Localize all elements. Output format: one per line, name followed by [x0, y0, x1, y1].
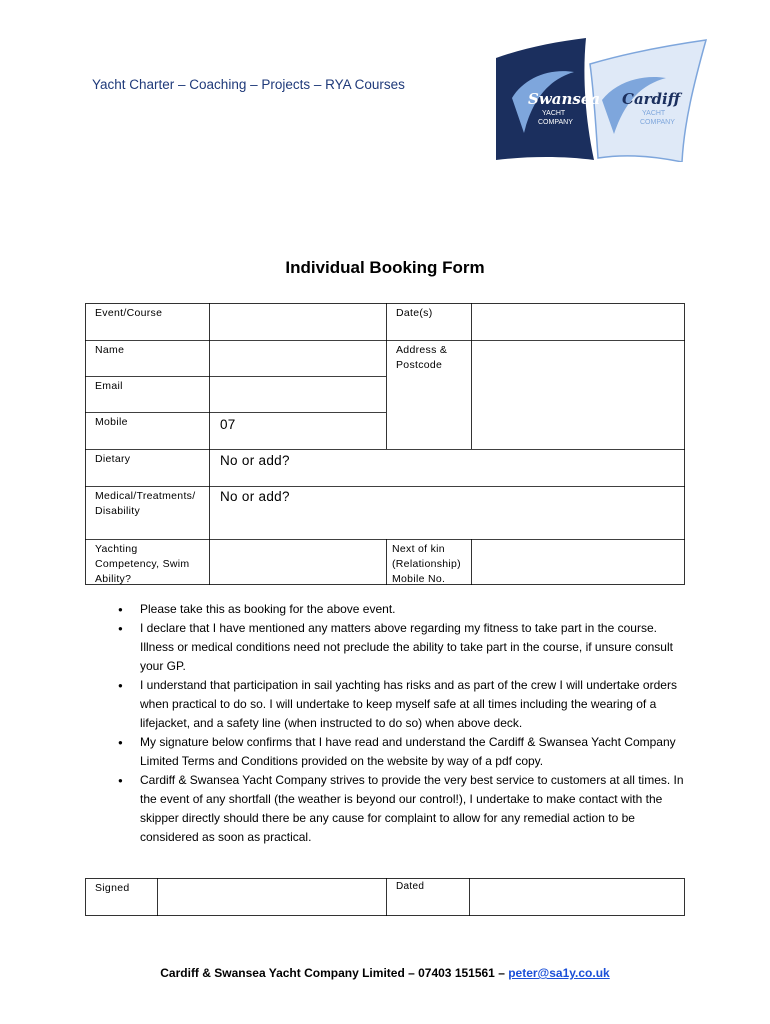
swansea-sub-1: YACHT	[542, 110, 566, 117]
cardiff-sub-2: COMPANY	[640, 119, 675, 126]
name-input[interactable]	[210, 341, 386, 376]
label-medical	[85, 487, 209, 521]
terms-item: ● Please take this as booking for the above event.	[118, 600, 688, 619]
footer-text: Cardiff & Swansea Yacht Company Limited – 07403 151561 –	[160, 966, 509, 980]
terms-list	[118, 600, 688, 847]
label-next-of-kin-line-3: Mobile No.	[392, 573, 446, 585]
page-title: Individual Booking Form	[285, 258, 485, 277]
label-yachting	[85, 540, 209, 589]
email-input[interactable]	[210, 377, 386, 412]
footer	[0, 966, 770, 980]
label-dates: Date(s)	[396, 307, 433, 319]
label-yachting-line-3: Ability?	[95, 573, 132, 585]
footer-email-link[interactable]: peter@sa1y.co.uk	[508, 966, 610, 980]
terms-item: ● My signature below confirms that I have read and understand the Cardiff & Swansea Yacht Company Limited Terms and Conditions provided on the website by way of a pdf copy.	[118, 733, 688, 771]
label-next-of-kin	[386, 540, 471, 589]
label-dated: Dated	[396, 881, 425, 892]
signature-input[interactable]	[158, 879, 386, 915]
label-next-of-kin-line-2: (Relationship)	[392, 558, 461, 570]
label-medical-line-1: Medical/Treatments/	[95, 490, 196, 502]
terms-item: ● I understand that participation in sail yachting has risks and as part of the crew I will undertake orders when practical to do so. I will undertake to keep myself safe at all times including the wearing of a lifejacket, and a safety line (when instructed to do so) when above deck.	[118, 676, 688, 733]
label-address-line-1: Address &	[396, 344, 448, 356]
dietary-input[interactable]: No or add?	[220, 453, 290, 468]
cardiff-wordmark: Cardiff	[622, 90, 681, 108]
terms-item: ● I declare that I have mentioned any matters above regarding my fitness to take part in the course. Illness or medical conditions need not preclude the ability to take part in the course, if unsure consult your GP.	[118, 619, 688, 676]
label-name: Name	[95, 344, 125, 356]
date-input[interactable]	[470, 879, 684, 915]
dates-input[interactable]	[472, 304, 684, 340]
mobile-input[interactable]: 07	[220, 417, 236, 432]
header-tagline: Yacht Charter – Coaching – Projects – RYA Courses	[92, 77, 405, 92]
label-medical-line-2: Disability	[95, 505, 141, 517]
yachting-input[interactable]	[210, 540, 386, 584]
label-event-course: Event/Course	[95, 307, 163, 319]
medical-input[interactable]: No or add?	[220, 489, 290, 504]
label-next-of-kin-line-1: Next of kin	[392, 543, 445, 555]
swansea-wordmark: Swansea	[528, 90, 601, 108]
cardiff-sub-1: YACHT	[642, 110, 666, 117]
label-dietary: Dietary	[95, 453, 131, 465]
label-address	[386, 341, 471, 375]
label-yachting-line-1: Yachting	[95, 543, 138, 555]
swansea-sub-2: COMPANY	[538, 119, 573, 126]
label-email: Email	[95, 380, 123, 392]
label-mobile: Mobile	[95, 416, 128, 428]
event-course-input[interactable]	[210, 304, 386, 340]
terms-item: ● Cardiff & Swansea Yacht Company strives to provide the very best service to customers at all times. In the event of any shortfall (the weather is beyond our control!), I undertake to make contact with the skipper directly should there be any cause for complaint to allow for any remedial action to be considered as soon as practical.	[118, 771, 688, 847]
label-signed: Signed	[95, 882, 130, 894]
next-of-kin-input[interactable]	[472, 540, 684, 584]
label-address-line-2: Postcode	[396, 359, 443, 371]
label-yachting-line-2: Competency, Swim	[95, 558, 190, 570]
address-input[interactable]	[472, 341, 684, 449]
